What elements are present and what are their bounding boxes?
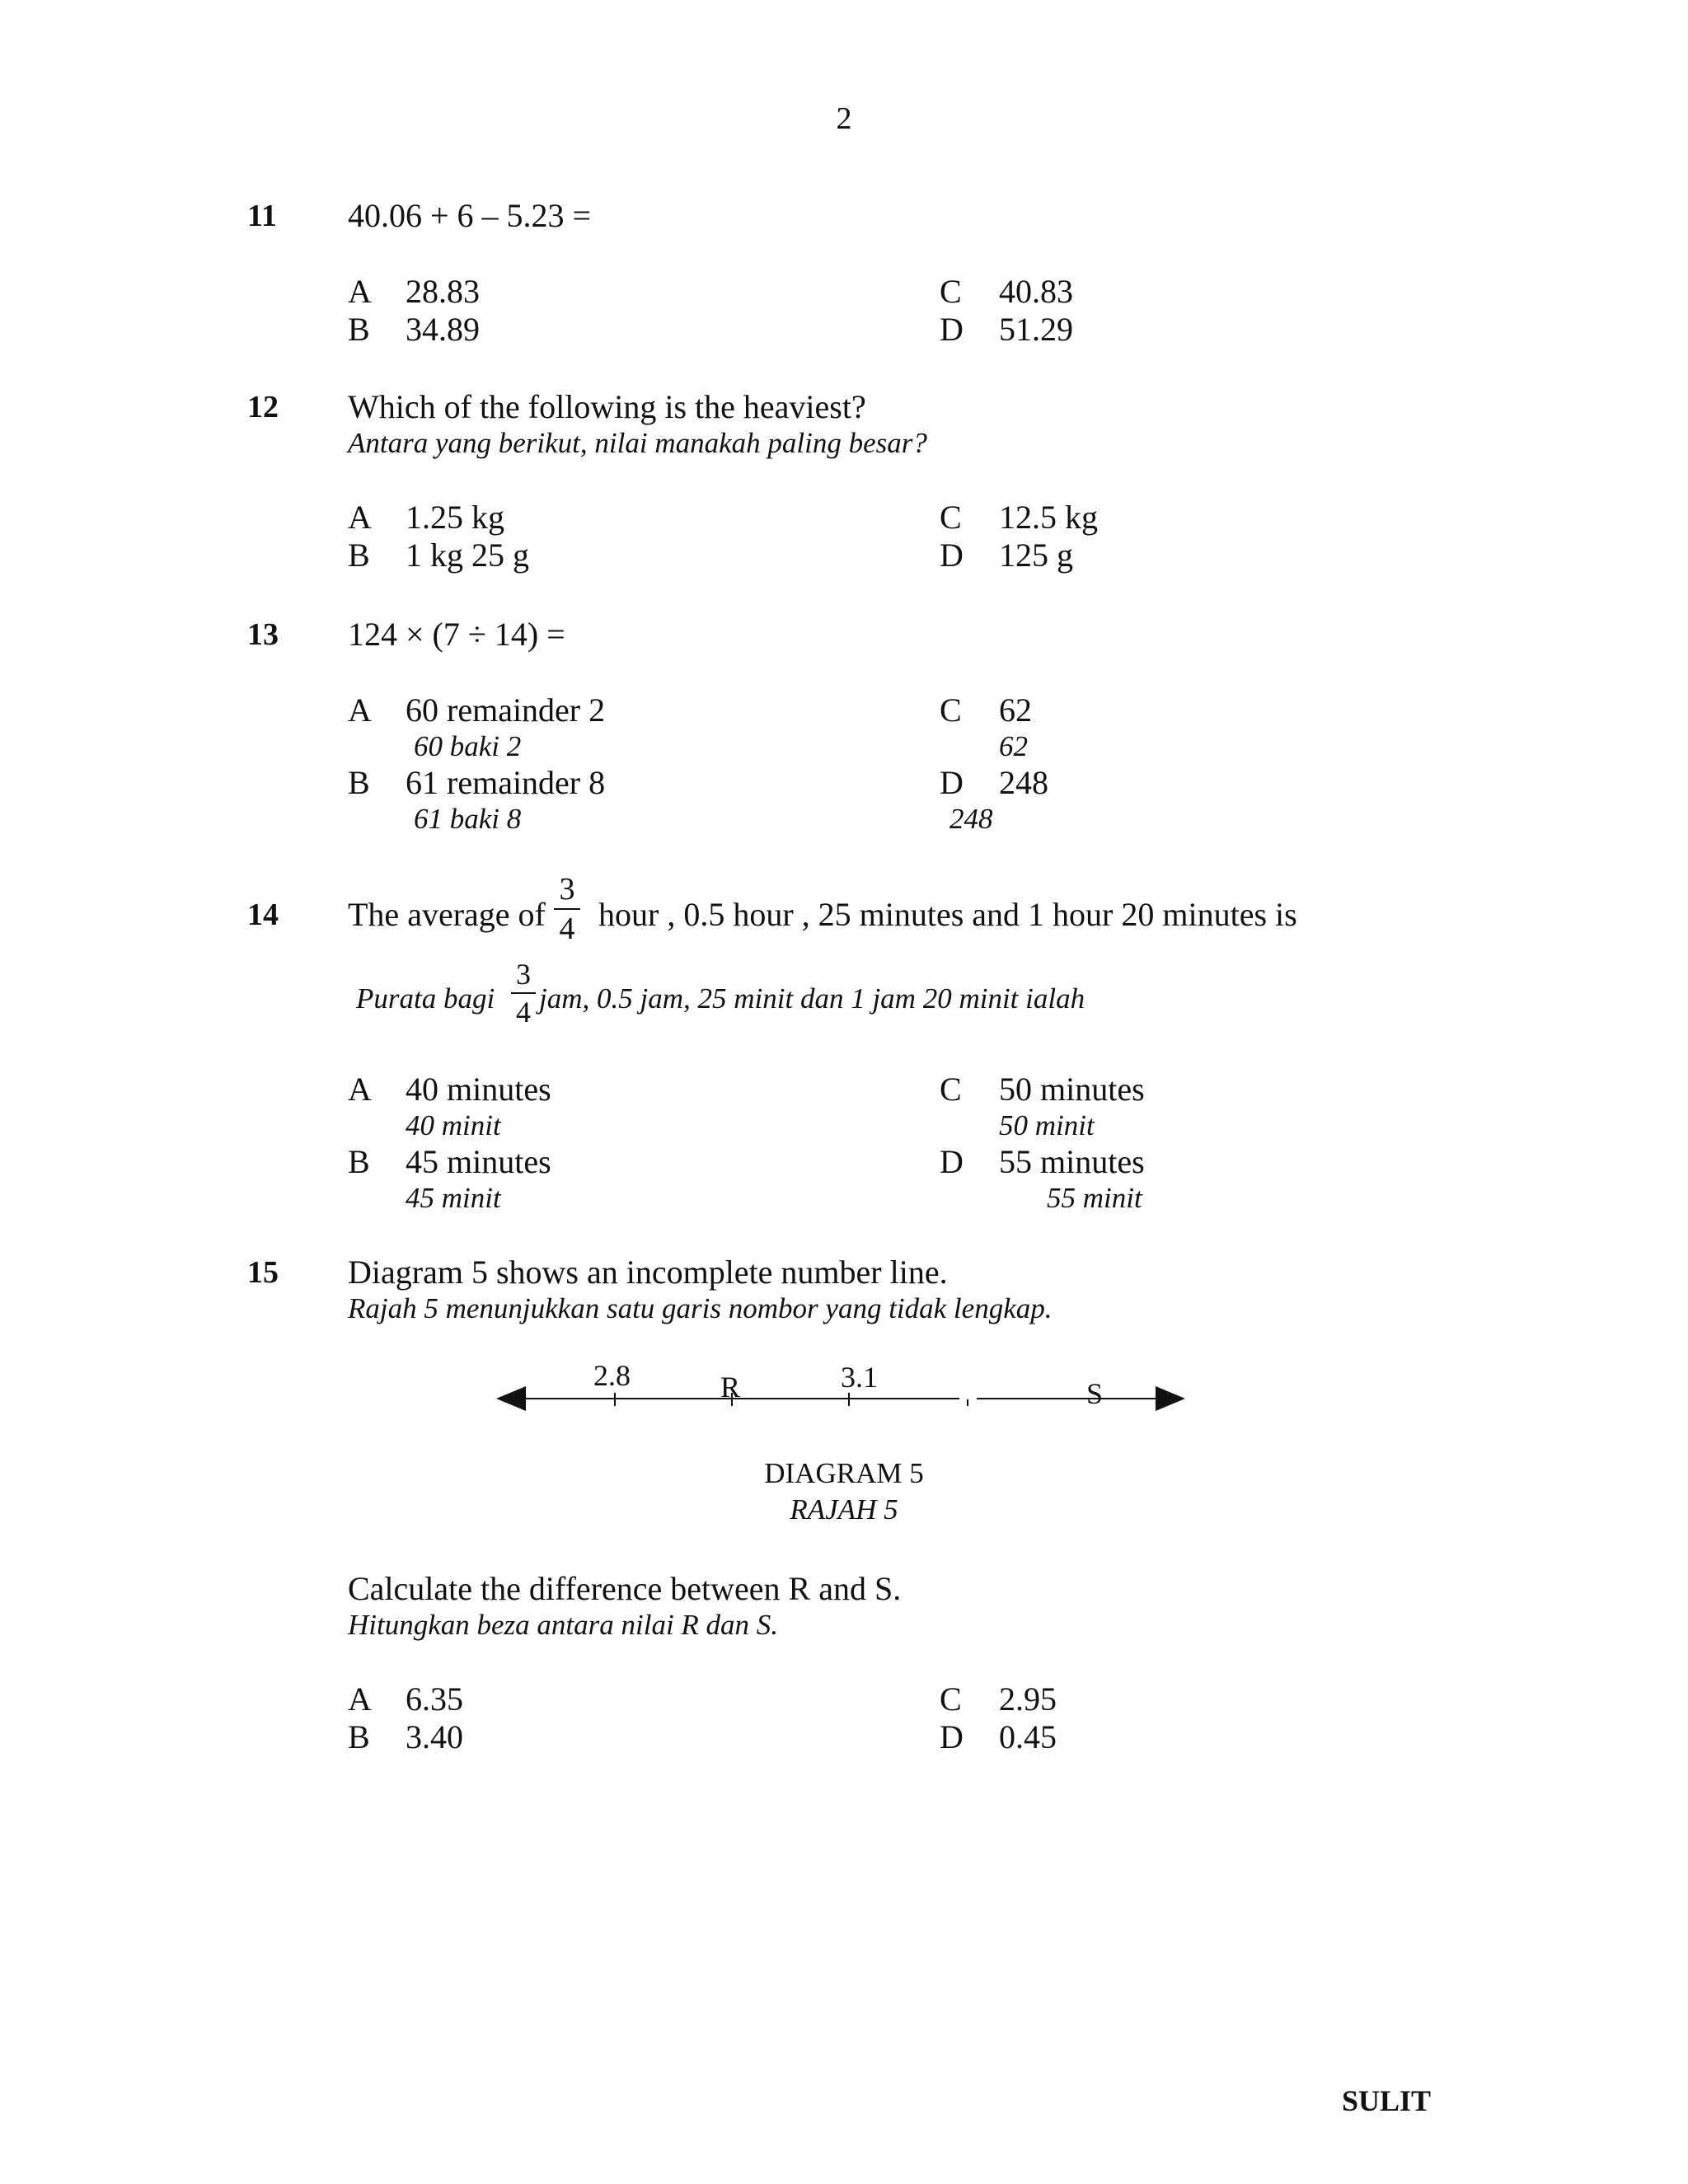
q15-option-c-letter: C <box>940 1680 962 1718</box>
question-12-stem: Which of the following is the heaviest? <box>348 388 866 425</box>
question-14-stem-post: hour , 0.5 hour , 25 minutes and 1 hour 20 minutes is <box>598 896 1297 933</box>
q15-option-c-text: 2.95 <box>999 1680 1057 1718</box>
fraction-denominator-malay: 4 <box>516 996 531 1029</box>
q11-option-b-letter: B <box>348 311 370 348</box>
q14-option-b-text: 45 minutes <box>406 1143 551 1180</box>
q13-option-c-text: 62 <box>999 691 1032 729</box>
q13-option-b-malay: 61 baki 8 <box>414 803 522 835</box>
label-2-8: 2.8 <box>593 1359 631 1392</box>
question-15-stem: Diagram 5 shows an incomplete number line. <box>348 1254 948 1291</box>
q13-option-b-text: 61 remainder 8 <box>406 764 606 801</box>
q12-option-d-text: 125 g <box>999 537 1073 574</box>
q14-option-c-malay: 50 minit <box>999 1109 1095 1141</box>
q11-option-c-text: 40.83 <box>999 273 1073 310</box>
question-14-stem-malay-post: jam, 0.5 jam, 25 minit dan 1 jam 20 minit ialah <box>539 982 1085 1015</box>
q13-option-d-text: 248 <box>999 764 1048 801</box>
label-s: S <box>1086 1377 1104 1410</box>
diagram-title-malay: RAJAH 5 <box>790 1493 898 1526</box>
fraction-numerator: 3 <box>559 872 575 907</box>
q15-option-d-text: 0.45 <box>999 1718 1057 1755</box>
footer-sulit: SULIT <box>1342 2084 1432 2117</box>
q14-option-b-malay: 45 minit <box>406 1182 501 1214</box>
q11-option-a-letter: A <box>348 273 372 310</box>
q13-option-c-malay: 62 <box>999 730 1028 762</box>
q12-option-a-text: 1.25 kg <box>406 499 504 536</box>
fraction-denominator: 4 <box>559 912 575 946</box>
q12-option-b-text: 1 kg 25 g <box>406 537 529 574</box>
question-number-15: 15 <box>247 1255 279 1290</box>
q14-option-b-letter: B <box>348 1143 370 1180</box>
q11-option-d-text: 51.29 <box>999 311 1073 348</box>
question-14-stem-pre: The average of <box>348 896 546 933</box>
q13-option-a-malay: 60 baki 2 <box>414 730 522 762</box>
left-arrowhead <box>496 1386 526 1411</box>
q14-option-a-text: 40 minutes <box>406 1071 551 1108</box>
q14-option-c-text: 50 minutes <box>999 1071 1145 1108</box>
q12-option-b-letter: B <box>348 537 370 574</box>
question-12-stem-malay: Antara yang berikut, nilai manakah paling besar? <box>348 427 927 459</box>
q14-option-d-malay: 55 minit <box>1047 1182 1142 1214</box>
q14-option-a-malay: 40 minit <box>406 1109 501 1141</box>
q13-option-b-letter: B <box>348 764 370 801</box>
q13-option-a-text: 60 remainder 2 <box>406 691 606 729</box>
fraction-numerator-malay: 3 <box>516 958 531 991</box>
q15-option-b-text: 3.40 <box>406 1718 463 1755</box>
q15-option-d-letter: D <box>940 1718 964 1755</box>
q12-option-d-letter: D <box>940 537 964 574</box>
label-3-1: 3.1 <box>841 1361 878 1394</box>
q13-option-c-letter: C <box>940 691 962 729</box>
q11-option-b-text: 34.89 <box>406 311 480 348</box>
q11-option-c-letter: C <box>940 273 962 310</box>
q14-option-d-letter: D <box>940 1143 964 1180</box>
question-15-prompt-malay: Hitungkan beza antara nilai R dan S. <box>348 1609 779 1641</box>
question-number-14: 14 <box>247 898 279 932</box>
question-13-stem: 124 × (7 ÷ 14) = <box>348 616 565 653</box>
label-r: R <box>720 1371 741 1404</box>
question-14-stem-malay-pre: Purata bagi <box>356 982 495 1015</box>
page-number: 2 <box>836 101 852 136</box>
fraction-bar-malay <box>511 992 536 994</box>
question-14-fraction <box>554 874 580 944</box>
q12-option-c-text: 12.5 kg <box>999 499 1098 536</box>
question-15-prompt: Calculate the difference between R and S. <box>348 1570 902 1607</box>
q14-option-a-letter: A <box>348 1071 372 1108</box>
right-arrowhead <box>1156 1386 1185 1411</box>
q15-option-b-letter: B <box>348 1718 370 1755</box>
question-11-stem: 40.06 + 6 – 5.23 = <box>348 197 592 234</box>
q14-option-d-text: 55 minutes <box>999 1143 1145 1180</box>
q11-option-a-text: 28.83 <box>406 273 480 310</box>
q15-option-a-letter: A <box>348 1680 372 1718</box>
number-line-diagram <box>495 1352 1187 1442</box>
question-14-fraction-malay <box>511 959 536 1027</box>
question-number-13: 13 <box>247 617 279 652</box>
question-number-11: 11 <box>247 199 277 233</box>
fraction-bar <box>554 908 580 910</box>
question-number-12: 12 <box>247 390 279 424</box>
q13-option-a-letter: A <box>348 691 372 729</box>
q13-option-d-letter: D <box>940 764 964 801</box>
q11-option-d-letter: D <box>940 311 964 348</box>
q12-option-a-letter: A <box>348 499 372 536</box>
q12-option-c-letter: C <box>940 499 962 536</box>
q13-option-d-malay: 248 <box>950 803 993 835</box>
q15-option-a-text: 6.35 <box>406 1680 463 1718</box>
q14-option-c-letter: C <box>940 1071 962 1108</box>
question-15-stem-malay: Rajah 5 menunjukkan satu garis nombor yang tidak lengkap. <box>348 1292 1053 1324</box>
diagram-title: DIAGRAM 5 <box>764 1457 924 1489</box>
